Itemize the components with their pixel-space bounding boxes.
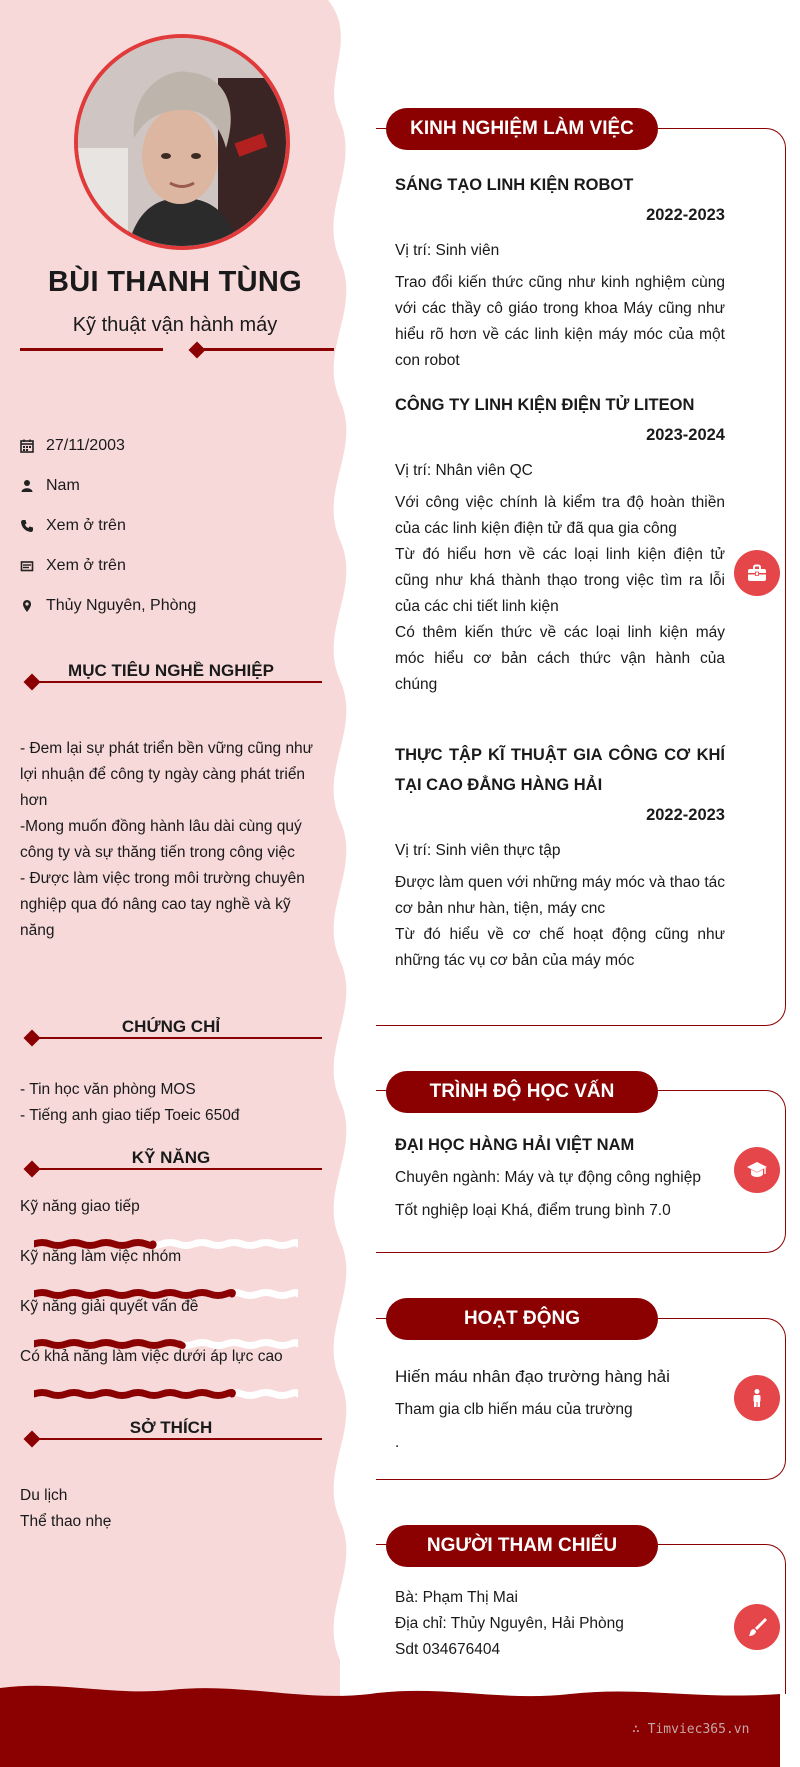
objective-line: - Đem lại sự phát triển bền vững cũng như lợi nhuận để công ty ngày càng phát triển hơn — [20, 740, 314, 809]
phone-row — [20, 506, 340, 546]
watermark: ∴ Timviec365.vn — [632, 1722, 750, 1737]
job-position: Vị trí: Sinh viên thực tập — [395, 842, 561, 859]
certificates-heading-text: CHỨNG CHỈ — [121, 1017, 221, 1036]
hobbies-list — [20, 1483, 320, 1535]
certificates-list — [20, 1077, 320, 1129]
contact-info — [20, 426, 340, 626]
activity-extra: . — [395, 1434, 400, 1451]
experience-heading: KINH NGHIỆM LÀM VIỆC — [386, 108, 658, 150]
references-heading: NGƯỜI THAM CHIẾU — [386, 1525, 658, 1567]
job-entry — [395, 740, 725, 974]
job-period: 2022-2023 — [646, 806, 725, 824]
reference-line: Địa chỉ: Thủy Nguyên, Hải Phòng — [395, 1615, 624, 1632]
skill-bar-fill — [34, 1293, 232, 1296]
skill-item — [20, 1298, 320, 1350]
skill-item — [20, 1248, 320, 1300]
certificate-item: - Tin học văn phòng MOS — [20, 1081, 196, 1098]
objective-text — [20, 736, 320, 944]
candidate-name: BÙI THANH TÙNG — [48, 266, 302, 298]
job-entry — [395, 170, 725, 374]
school-name: ĐẠI HỌC HÀNG HẢI VIỆT NAM — [395, 1136, 635, 1154]
calendar-icon — [20, 436, 46, 456]
objective-heading — [20, 661, 322, 694]
job-period: 2023-2024 — [646, 426, 725, 444]
reference-line: Sdt 034676404 — [395, 1641, 501, 1658]
skill-label: Kỹ năng giao tiếp — [20, 1198, 140, 1215]
email-row — [20, 546, 340, 586]
email-icon — [20, 556, 46, 576]
reference-line: Bà: Phạm Thị Mai — [395, 1589, 518, 1606]
skill-label: Kỹ năng giải quyết vấn đề — [20, 1298, 199, 1315]
skills-heading — [20, 1148, 322, 1181]
address-row — [20, 586, 340, 626]
objective-line: -Mong muốn đồng hành lâu dài cùng quý công ty và sự thăng tiến trong công việc — [20, 818, 302, 861]
reference-entry — [395, 1585, 725, 1663]
skill-bar-fill — [34, 1243, 153, 1246]
graduation-cap-icon — [734, 1147, 780, 1193]
briefcase-icon — [734, 550, 780, 596]
activity-entry — [395, 1361, 725, 1459]
title-divider — [20, 341, 335, 361]
job-company: CÔNG TY LINH KIỆN ĐIỆN TỬ LITEON — [395, 396, 695, 414]
phone-icon — [20, 516, 46, 536]
skill-label: Có khả năng làm việc dưới áp lực cao — [20, 1348, 283, 1365]
address-text: Thủy Nguyên, Phòng — [46, 597, 197, 614]
activity-title: Hiến máu nhân đạo trường hàng hải — [395, 1367, 670, 1386]
job-description: Được làm quen với những máy móc và thao tác cơ bản như hàn, tiện, máy cnc Từ đó hiểu về cơ chế hoạt động cũng như những tác vụ cơ bản của máy móc — [395, 874, 725, 969]
job-description: Trao đổi kiến thức cũng như kinh nghiệm cùng với các thầy cô giáo trong khoa Máy cũng như hiểu rõ hơn về các linh kiện máy móc của một con robot — [395, 274, 725, 369]
portrait-image — [78, 38, 286, 246]
email-text: Xem ở trên — [46, 557, 126, 574]
job-description: Với công việc chính là kiểm tra độ hoàn thiền của các linh kiện điện tử đã qua gia công Từ đó hiểu hơn về các loại linh kiện điện tử cũng như khá thành thạo trong việc tìm ra lỗi của các chi tiết linh kiện Có thêm kiến thức về các loại linh kiện máy móc hiểu cơ bản cách thức vận hành của chúng — [395, 494, 725, 693]
gender-text: Nam — [46, 477, 80, 494]
birthdate-text: 27/11/2003 — [46, 437, 125, 454]
phone-text: Xem ở trên — [46, 517, 126, 534]
skill-item — [20, 1348, 320, 1400]
skill-bar-fill — [34, 1343, 182, 1346]
skill-label: Kỹ năng làm việc nhóm — [20, 1248, 182, 1265]
activity-description: Tham gia clb hiến máu của trường — [395, 1401, 633, 1418]
job-period: 2022-2023 — [646, 206, 725, 224]
job-company: SÁNG TẠO LINH KIỆN ROBOT — [395, 176, 634, 194]
activities-heading: HOẠT ĐỘNG — [386, 1298, 658, 1340]
education-grade: Tốt nghiệp loại Khá, điểm trung bình 7.0 — [395, 1202, 671, 1219]
education-entry — [395, 1136, 725, 1227]
location-pin-icon — [20, 596, 46, 616]
skill-bar-fill — [34, 1393, 232, 1396]
skill-item — [20, 1198, 320, 1250]
job-company: THỰC TẬP KĨ THUẬT GIA CÔNG CƠ KHÍ TẠI CAO ĐẲNG HÀNG HẢI — [395, 746, 725, 794]
candidate-title: Kỹ thuật vận hành máy — [72, 314, 278, 336]
job-entry — [395, 390, 725, 698]
job-position: Vị trí: Nhân viên QC — [395, 462, 533, 479]
birthdate-row — [20, 426, 340, 466]
certificates-heading — [20, 1017, 322, 1050]
hobbies-heading-text: SỞ THÍCH — [129, 1418, 213, 1437]
gender-row — [20, 466, 340, 506]
certificate-item: - Tiếng anh giao tiếp Toeic 650đ — [20, 1107, 240, 1124]
hobby-item: Thể thao nhẹ — [20, 1513, 112, 1530]
education-heading: TRÌNH ĐỘ HỌC VẤN — [386, 1071, 658, 1113]
paintbrush-icon — [734, 1604, 780, 1650]
user-icon — [20, 476, 46, 496]
hobby-item: Du lịch — [20, 1487, 68, 1504]
education-major: Chuyên ngành: Máy và tự động công nghiệp — [395, 1169, 701, 1186]
objective-heading-text: MỤC TIÊU NGHỀ NGHIỆP — [68, 661, 274, 680]
skill-level-bar — [34, 1388, 324, 1400]
person-icon — [734, 1375, 780, 1421]
hobbies-heading — [20, 1418, 322, 1451]
job-position: Vị trí: Sinh viên — [395, 242, 500, 259]
objective-line: - Được làm việc trong môi trường chuyên nghiệp qua đó nâng cao tay nghề và kỹ năng — [20, 870, 305, 939]
skill-bar-graphic — [34, 1388, 298, 1400]
skills-heading-text: KỸ NĂNG — [131, 1148, 211, 1167]
avatar — [74, 34, 290, 250]
